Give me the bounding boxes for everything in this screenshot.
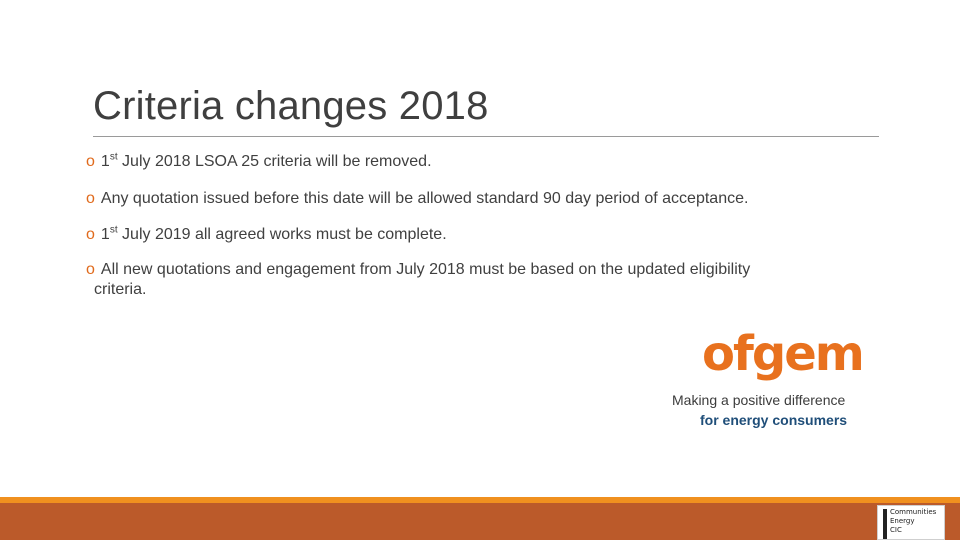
communities-energy-badge	[877, 505, 945, 540]
logo-tagline-line2: for energy consumers	[700, 412, 848, 428]
bullet-text: July 2019 all agreed works must be complete.	[117, 226, 447, 243]
bullet-marker: o	[86, 261, 95, 278]
bullet-date-suffix: st	[109, 151, 118, 163]
bullet-date-suffix: st	[109, 224, 118, 236]
logo-tagline-line1: Making a positive difference	[672, 392, 846, 408]
bullet-date-number: 1	[100, 226, 110, 243]
ofgem-logo	[668, 326, 868, 440]
bullet-marker: o	[86, 226, 95, 243]
badge-line1: Communities	[890, 508, 937, 516]
bullet-marker: o	[86, 190, 95, 207]
bullet-item	[86, 189, 748, 209]
badge-line2: Energy	[890, 517, 915, 525]
bullet-text: All new quotations and engagement from July 2018 must be based on the updated eligibility	[100, 261, 751, 278]
bullet-text: Any quotation issued before this date will be allowed standard 90 day period of acceptance.	[100, 190, 749, 207]
badge-line3: CIC	[890, 526, 902, 534]
ofgem-wordmark: ofgem	[702, 326, 863, 382]
bullet-item	[86, 260, 876, 300]
bullet-date-number: 1	[100, 153, 110, 170]
slide-title: Criteria changes 2018	[93, 84, 489, 128]
bullet-item	[86, 225, 447, 245]
footer-bar	[0, 503, 960, 540]
bullet-text: July 2018 LSOA 25 criteria will be removed.	[117, 153, 432, 170]
title-divider	[93, 136, 879, 137]
bullet-marker: o	[86, 153, 95, 170]
bullet-item	[86, 152, 432, 172]
badge-mark-icon	[883, 509, 887, 539]
badge-text	[890, 508, 936, 535]
bullet-continuation: criteria.	[94, 281, 147, 298]
